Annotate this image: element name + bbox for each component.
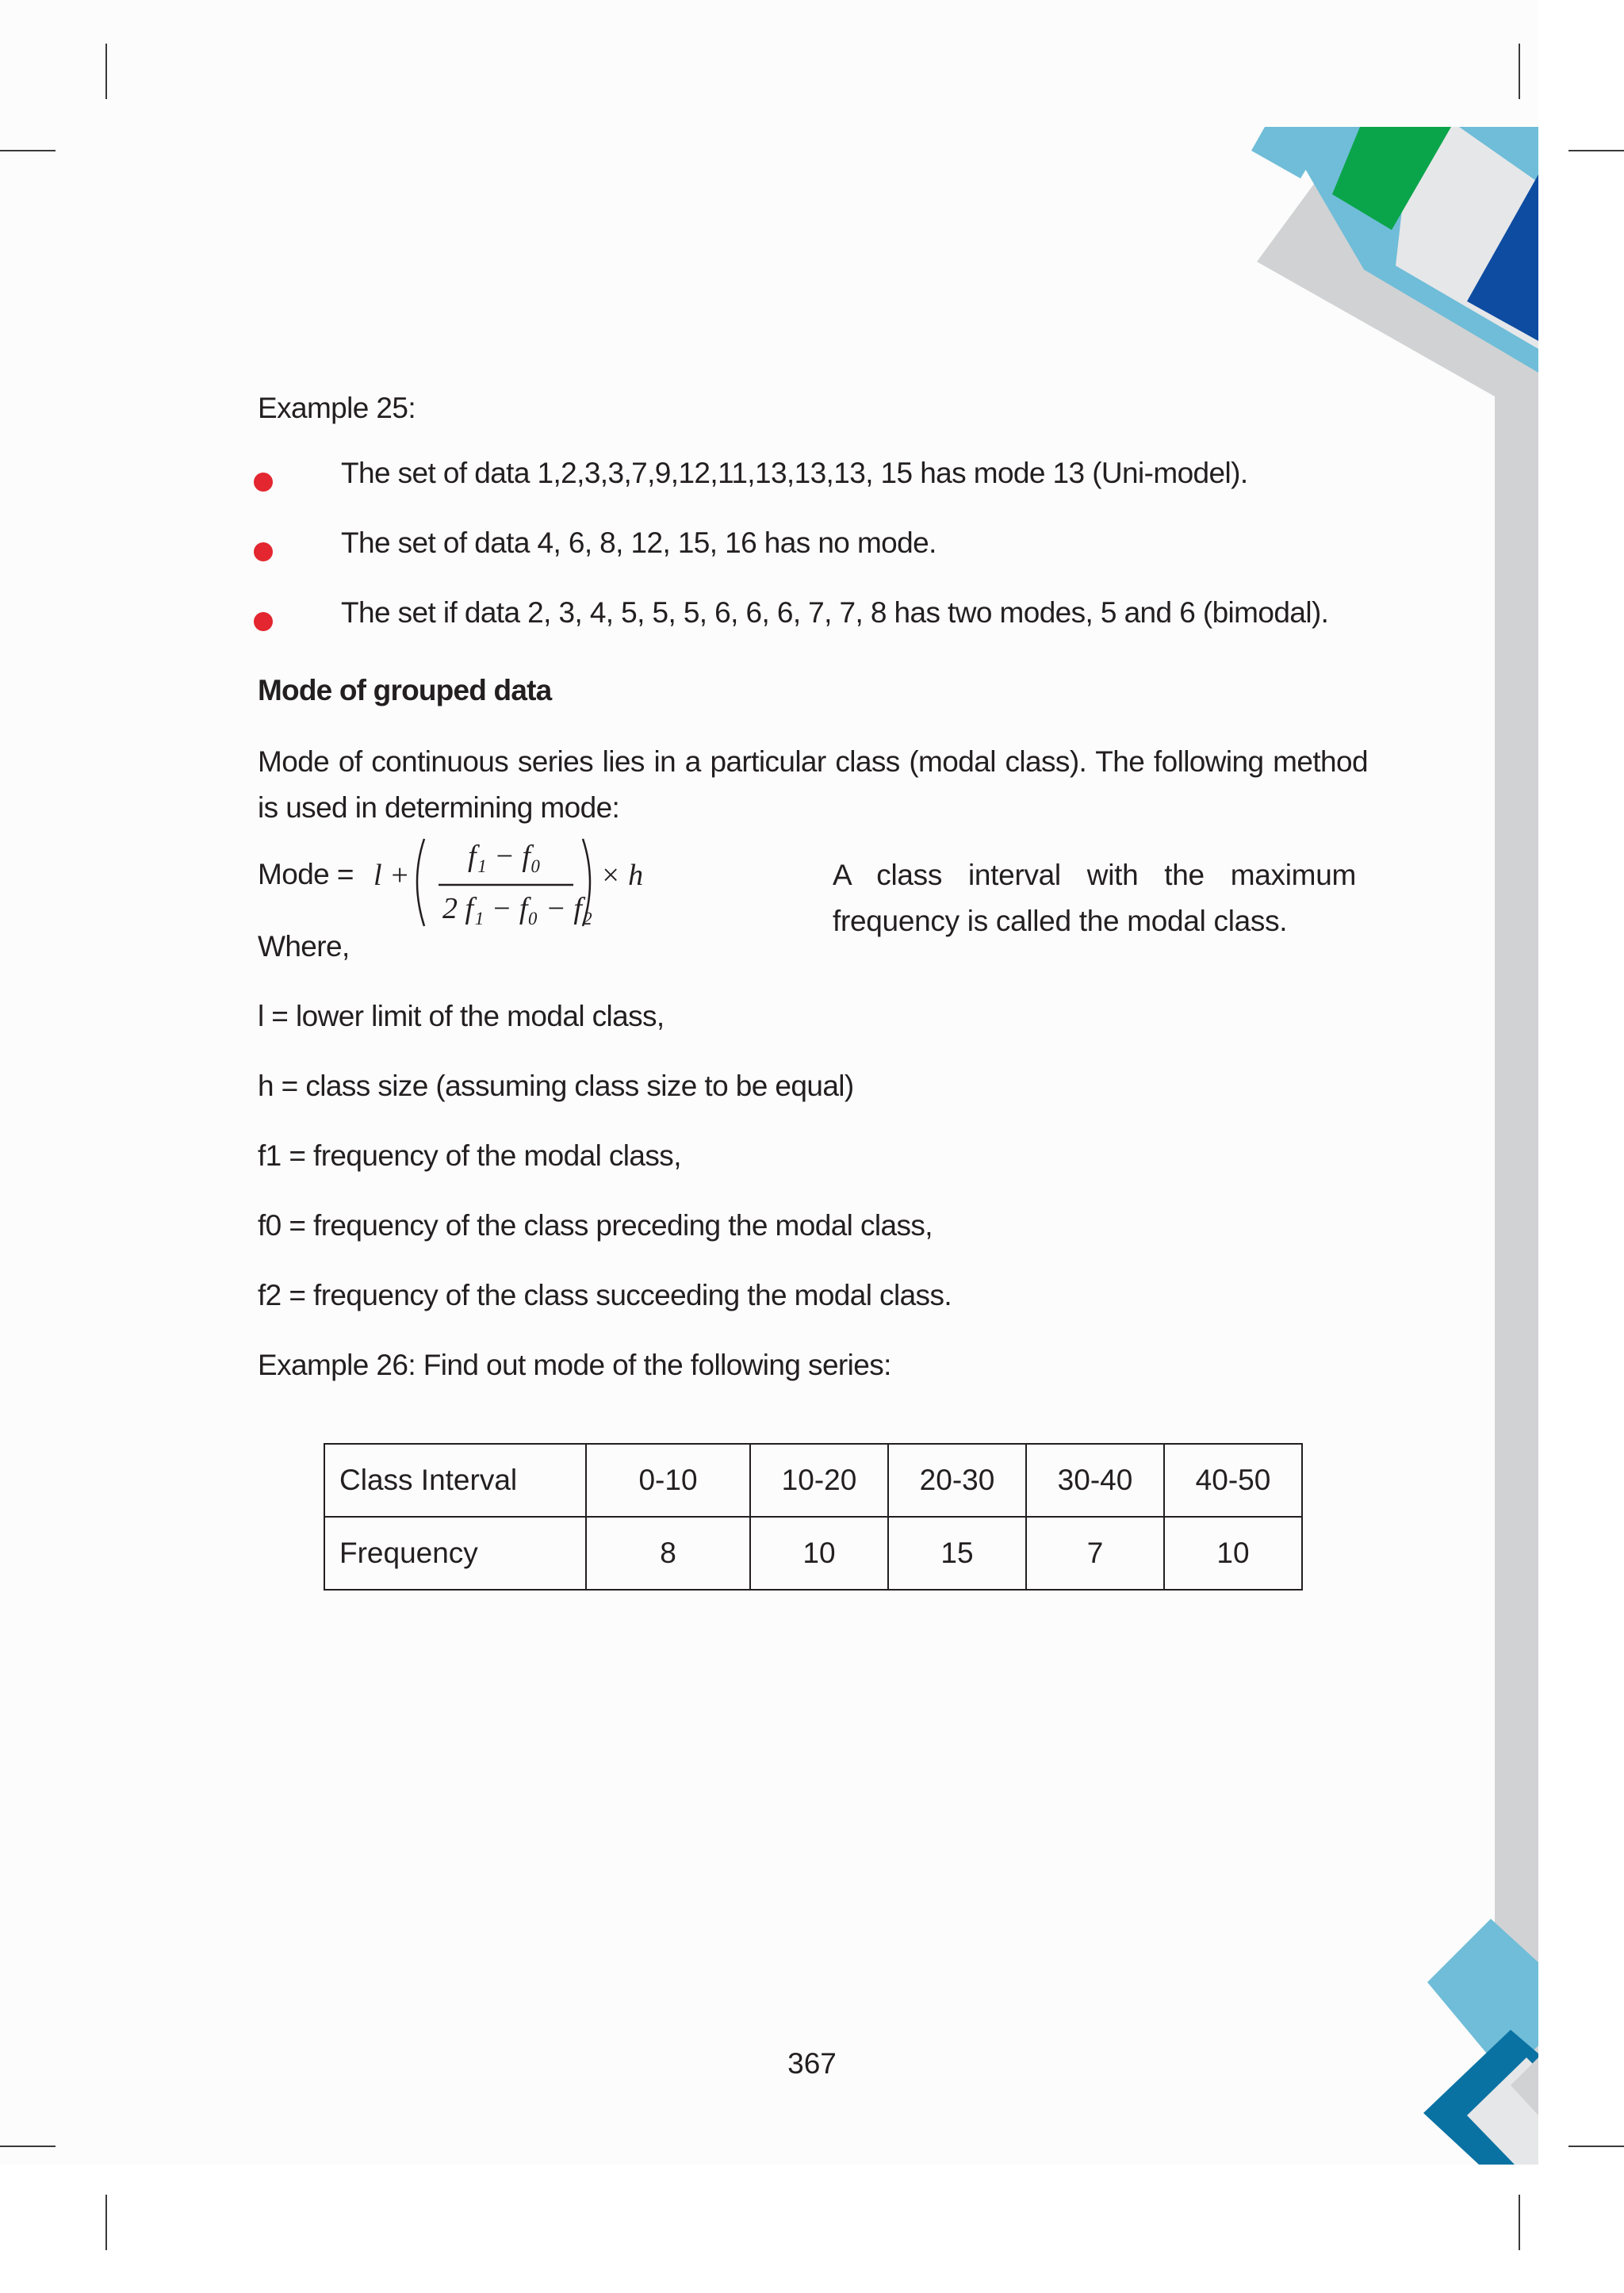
table-cell: 15 (888, 1517, 1026, 1590)
definition-f1: f1 = frequency of the modal class, (258, 1139, 681, 1172)
table-cell: 30-40 (1026, 1444, 1164, 1517)
table-header-cell: Class Interval (324, 1444, 586, 1517)
table-cell: 8 (586, 1517, 750, 1590)
example-26-title: Example 26: Find out mode of the following series: (258, 1349, 891, 1381)
table-cell: 0-10 (586, 1444, 750, 1517)
table-cell: 10 (1164, 1517, 1302, 1590)
bullet-icon (254, 612, 273, 631)
section-heading: Mode of grouped data (258, 674, 552, 706)
table-cell: 10-20 (750, 1444, 888, 1517)
formula-denominator: 2 f₁ − f₀ − f₂ (442, 892, 593, 925)
example-25-title: Example 25: (258, 392, 416, 424)
formula-l-plus: l + (373, 859, 410, 892)
list-item-text: The set of data 4, 6, 8, 12, 15, 16 has no mode. (341, 526, 936, 559)
intro-paragraph: Mode of continuous series lies in a particular class (modal class). The following method is used in determining mode: (258, 745, 1368, 824)
list-item-text: The set of data 1,2,3,3,7,9,12,11,13,13,13, 15 has mode 13 (Uni-model). (341, 457, 1248, 489)
table-row (324, 1517, 1302, 1590)
formula-numerator: f₁ − f₀ (468, 840, 542, 873)
page-number: 367 (787, 2047, 837, 2080)
bullet-icon (254, 542, 273, 561)
definition-class-size: h = class size (assuming class size to be equal) (258, 1070, 854, 1102)
table-cell: 40-50 (1164, 1444, 1302, 1517)
frequency-table (324, 1443, 1303, 1591)
formula-label: Mode = (258, 858, 354, 890)
bullet-icon (254, 473, 273, 492)
table-header-cell: Frequency (324, 1517, 586, 1590)
table-cell: 7 (1026, 1517, 1164, 1590)
mode-formula (258, 833, 654, 936)
definition-f0: f0 = frequency of the class preceding the modal class, (258, 1209, 933, 1242)
table-row (324, 1444, 1302, 1517)
definition-f2: f2 = frequency of the class succeeding the modal class. (258, 1279, 952, 1311)
modal-class-note: A class interval with the maximum frequency is called the modal class. (833, 859, 1356, 937)
table-cell: 10 (750, 1517, 888, 1590)
table-cell: 20-30 (888, 1444, 1026, 1517)
list-item-text: The set if data 2, 3, 4, 5, 5, 5, 6, 6, 6, 7, 7, 8 has two modes, 5 and 6 (bimodal). (341, 596, 1329, 629)
definition-lower-limit: l = lower limit of the modal class, (258, 1000, 665, 1032)
formula-times-h: × h (600, 859, 644, 892)
where-label: Where, (258, 930, 350, 963)
